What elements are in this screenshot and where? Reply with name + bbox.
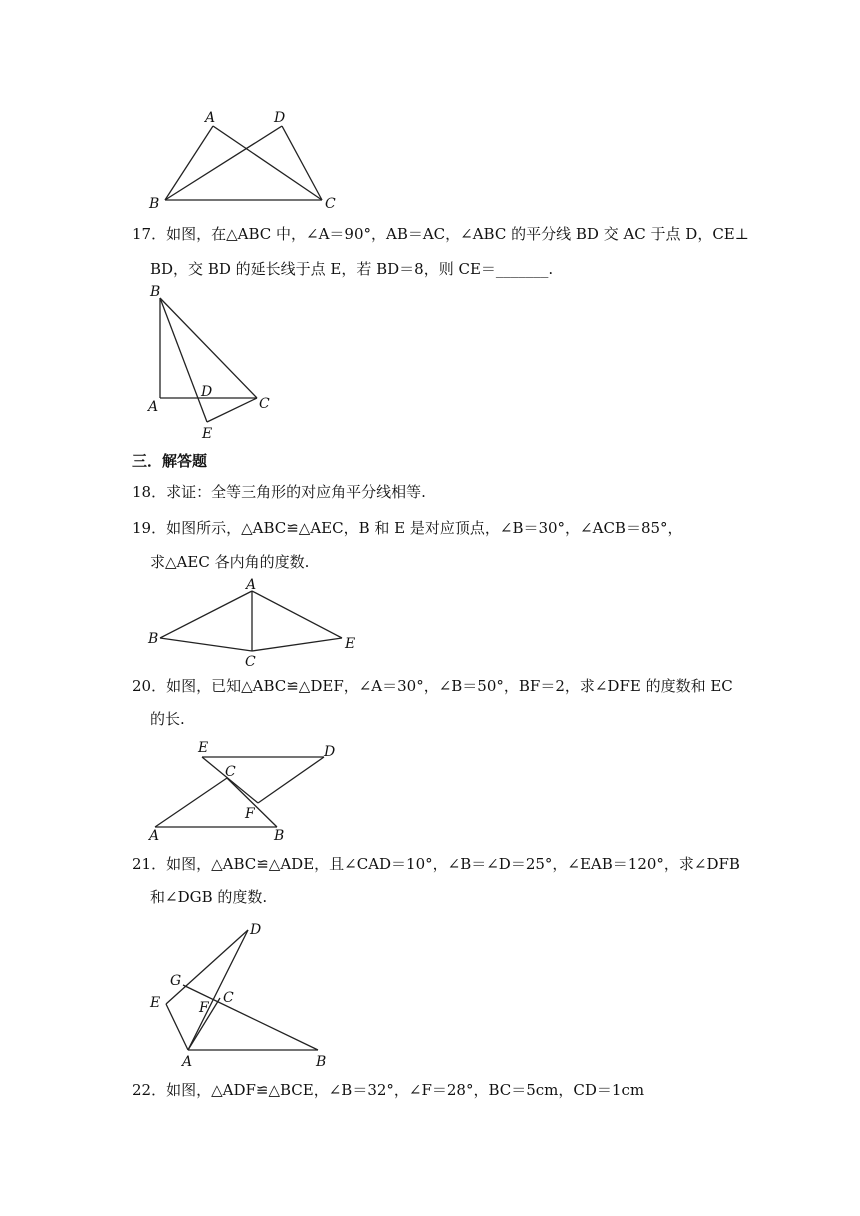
fig17-label-A: A bbox=[148, 399, 159, 415]
fig20-label-D: D bbox=[324, 744, 336, 760]
fig20-label-B: B bbox=[274, 828, 285, 844]
fig21-label-A: A bbox=[182, 1054, 193, 1070]
fig19-label-B: B bbox=[148, 631, 159, 647]
fig17-label-D: D bbox=[201, 384, 213, 400]
fig21-label-B: B bbox=[316, 1054, 327, 1070]
fig16-label-A: A bbox=[205, 110, 216, 126]
fig20-label-E: E bbox=[198, 740, 209, 756]
fig20-label-C: C bbox=[225, 764, 236, 780]
q21-line2: 和∠DGB 的度数. bbox=[150, 888, 268, 906]
fig21-label-E: E bbox=[150, 995, 161, 1011]
fig20-label-F: F bbox=[245, 806, 255, 822]
q21-line1: 21．如图，△ABC≌△ADE，且∠CAD＝10°，∠B＝∠D＝25°，∠EAB＝120°，求∠DFB bbox=[132, 855, 740, 873]
fig16-label-D: D bbox=[274, 110, 286, 126]
fig16-label-C: C bbox=[325, 196, 336, 212]
q20-line1: 20．如图，已知△ABC≌△DEF，∠A＝30°，∠B＝50°，BF＝2，求∠DFE 的度数和 EC bbox=[132, 677, 733, 695]
fig17-label-C: C bbox=[259, 396, 270, 412]
q17-line1: 17．如图，在△ABC 中，∠A＝90°，AB＝AC，∠ABC 的平分线 BD 交 AC 于点 D，CE⊥ bbox=[132, 225, 749, 243]
fig20-label-A: A bbox=[149, 828, 160, 844]
fig21-label-D: D bbox=[250, 922, 262, 938]
fig21-label-C: C bbox=[223, 990, 234, 1006]
fig17-label-E: E bbox=[202, 426, 213, 442]
q19-line2: 求△AEC 各内角的度数. bbox=[150, 553, 310, 571]
fig19-label-A: A bbox=[246, 577, 257, 593]
fig19-label-E: E bbox=[345, 636, 356, 652]
fig21-label-F: F bbox=[199, 1000, 209, 1016]
q20-line2: 的长. bbox=[150, 710, 185, 728]
fig21-label-G: G bbox=[170, 973, 182, 989]
figure-q21-lines bbox=[166, 930, 318, 1050]
q19-line1: 19．如图所示，△ABC≌△AEC，B 和 E 是对应顶点，∠B＝30°，∠ACB＝85°， bbox=[132, 519, 683, 537]
q18-line1: 18．求证：全等三角形的对应角平分线相等. bbox=[132, 483, 426, 501]
fig19-label-C: C bbox=[245, 654, 256, 670]
fig16-label-B: B bbox=[149, 196, 160, 212]
q17-line2: BD，交 BD 的延长线于点 E，若 BD＝8，则 CE＝_______. bbox=[150, 260, 554, 278]
q22-line1: 22．如图，△ADF≌△BCE，∠B＝32°，∠F＝28°，BC＝5cm，CD＝1cm bbox=[132, 1081, 645, 1099]
fig17-label-B: B bbox=[150, 284, 161, 300]
section-title: 三．解答题 bbox=[132, 452, 208, 470]
